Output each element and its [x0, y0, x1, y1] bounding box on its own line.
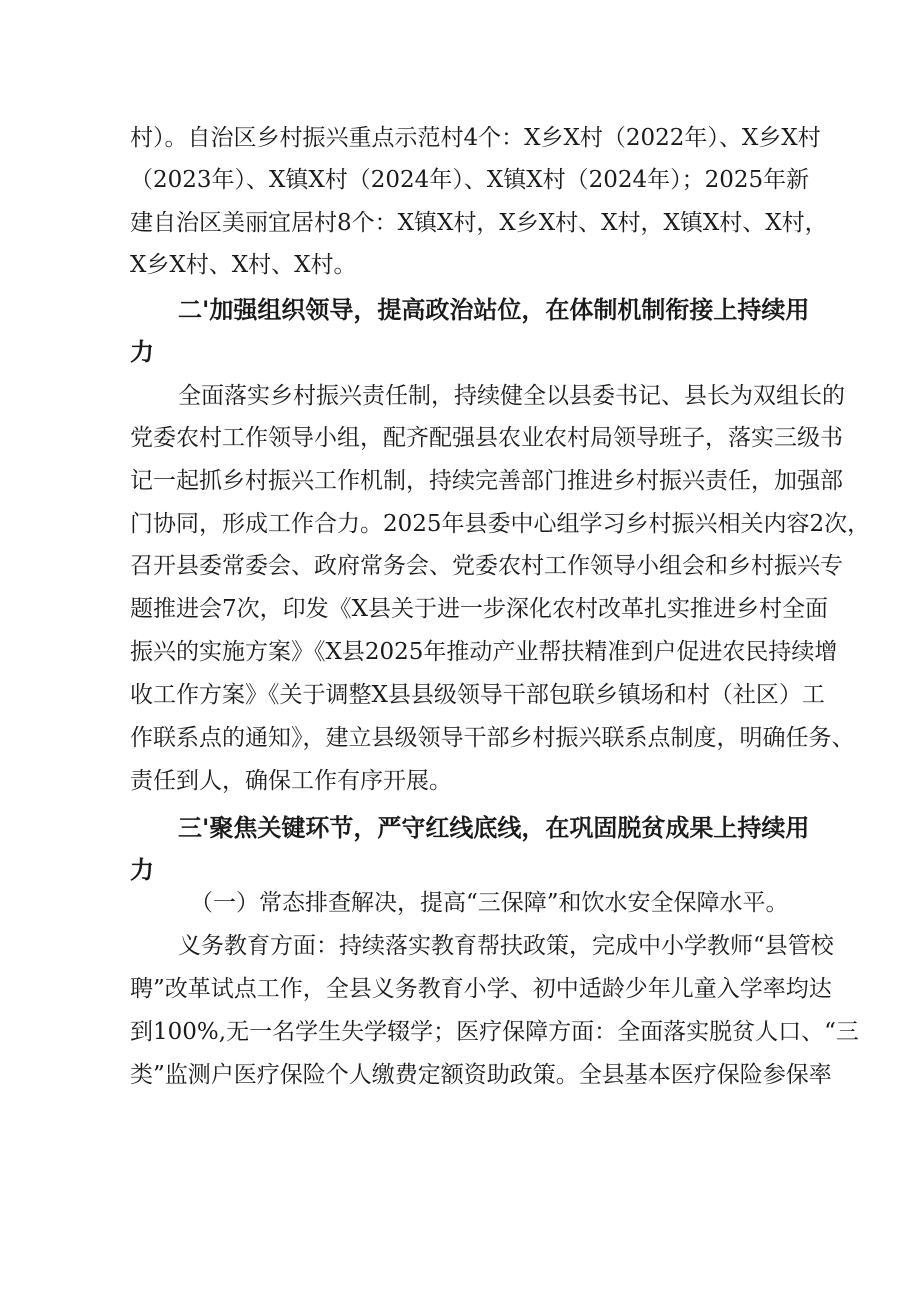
subsection-heading: （一）常态排查解决，提高“三保障”和饮水安全保障水平。 — [190, 890, 789, 916]
paragraph-line: 振兴的实施方案》《X县2025年推动产业帮扶精准到户促进农民持续增 — [130, 639, 838, 665]
paragraph-line: 收工作方案》《关于调整X县县级领导干部包联乡镇场和村（社区）工 — [130, 682, 825, 708]
paragraph-line: 全面落实乡村振兴责任制，持续健全以县委书记、县长为双组长的 — [178, 383, 845, 409]
paragraph-line: 聘”改革试点工作，全县义务教育小学、初中适龄少年儿童入学率均达 — [130, 976, 832, 1002]
paragraph-line: 党委农村工作领导小组，配齐配强县农业农村局领导班子，落实三级书 — [130, 425, 843, 451]
paragraph-line: 建自治区美丽宜居村8个：X镇X村，X乡X村、X村，X镇X村、X村， — [130, 210, 828, 236]
paragraph-line: 记一起抓乡村振兴工作机制，持续完善部门推进乡村振兴责任，加强部 — [130, 468, 843, 494]
section-heading-3-continued: 力 — [130, 856, 154, 884]
paragraph-line: 类”监测户医疗保险个人缴费定额资助政策。全县基本医疗保险参保率 — [130, 1062, 832, 1088]
paragraph-line: 题推进会7次，印发《X县关于进一步深化农村改革扎实推进乡村全面 — [130, 596, 829, 622]
paragraph-line: 门协同，形成工作合力。2025年县委中心组学习乡村振兴相关内容2次， — [130, 511, 871, 537]
paragraph-line: 召开县委常委会、政府常务会、党委农村工作领导小组会和乡村振兴专 — [130, 553, 843, 579]
paragraph-line: X乡X村、X村、X村。 — [130, 252, 357, 278]
paragraph-line: 村）。自治区乡村振兴重点示范村4个：X乡X村（2022年）、X乡X村 — [130, 125, 821, 151]
section-heading-2: 二'加强组织领导，提高政治站位，在体制机制衔接上持续用 — [178, 296, 810, 324]
paragraph-line: （2023年）、X镇X村（2024年）、X镇X村（2024年）；2025年新 — [130, 167, 810, 193]
paragraph-line: 责任到人，确保工作有序开展。 — [130, 768, 452, 794]
paragraph-line: 作联系点的通知》，建立县级领导干部乡村振兴联系点制度，明确任务、 — [130, 725, 855, 751]
section-heading-2-continued: 力 — [130, 338, 154, 366]
section-heading-3: 三'聚焦关键环节，严守红线底线，在巩固脱贫成果上持续用 — [178, 814, 810, 842]
paragraph-line: 到100%,无一名学生失学辍学；医疗保障方面：全面落实脱贫人口、“三 — [130, 1019, 859, 1045]
paragraph-line: 义务教育方面：持续落实教育帮扶政策，完成中小学教师“县管校 — [178, 933, 834, 959]
